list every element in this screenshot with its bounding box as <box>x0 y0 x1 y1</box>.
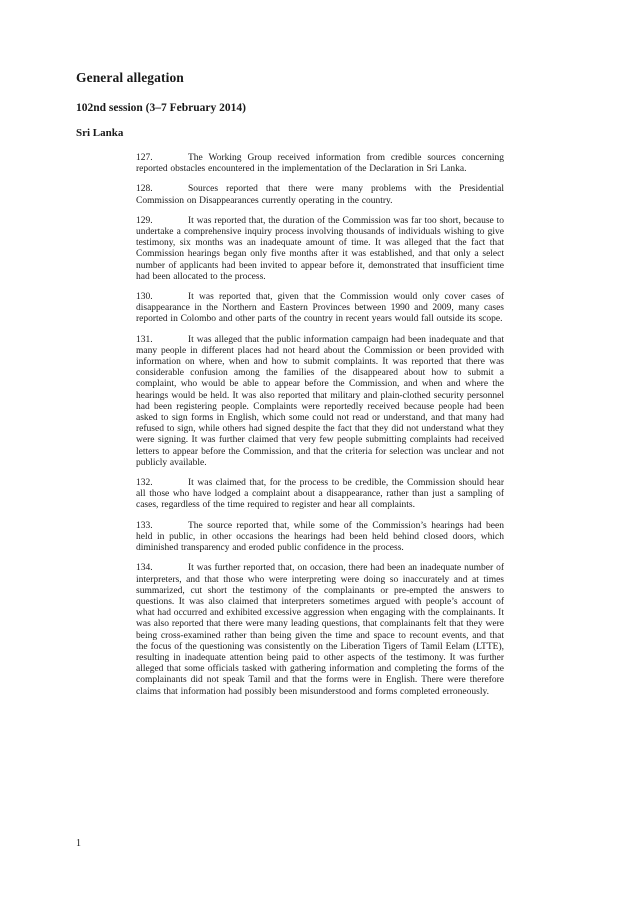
paragraph-text: Sources reported that there were many problems with the Presidential Commission on Disappearances currently operating in the country. <box>136 184 504 206</box>
paragraph-number: 133. <box>136 520 153 531</box>
session-heading: 102nd session (3–7 February 2014) <box>76 102 246 114</box>
paragraph <box>136 292 504 326</box>
page-title: General allegation <box>76 70 184 85</box>
paragraph-number: 130. <box>136 292 153 303</box>
paragraph <box>136 335 504 469</box>
page-number: 1 <box>76 838 81 849</box>
paragraph-text: The source reported that, while some of the Commission’s hearings had been held in public, in other occasions the hearings had been held behind closed doors, which diminished transparency and eroded public confidence in the process. <box>136 520 504 554</box>
paragraph-text: It was reported that, the duration of the Commission was far too short, because to undertake a comprehensive inquiry process involving thousands of individuals wishing to give testimony, six months was an inadequate amount of time. It was alleged that the fact that Commission hearings began only five months after it was established, and that only a select number of applicants had been invited to appear before it, demonstrated that insufficient time had been allocated to the process. <box>136 215 504 282</box>
paragraph-number: 131. <box>136 334 153 345</box>
paragraph-list <box>136 153 504 698</box>
paragraph <box>136 153 504 175</box>
paragraph <box>136 184 504 206</box>
paragraph <box>136 521 504 555</box>
paragraph <box>136 216 504 283</box>
paragraph-number: 127. <box>136 153 153 163</box>
paragraph <box>136 478 504 512</box>
paragraph-number: 128. <box>136 184 153 195</box>
paragraph-number: 132. <box>136 478 153 489</box>
paragraph-text: It was further reported that, on occasion, there had been an inadequate number of interpreters, and that those who were interpreting were doing so inaccurately and at times summarized, cut short the testimony of the complainants or pre-empted the answers to questions. It was also claimed that interpreters sometimes argued with people’s account of what had occurred and exhibited excessive aggression when engaging with the complainants. It was also reported that there were many leading questions, that complainants felt that they were being cross-examined rather than being given the time and space to recount events, and that the focus of the questioning was consistently on the Liberation Tigers of Tamil Eelam (LTTE), resulting in inadequate attention being paid to other aspects of the testimony. It was further alleged that some officials tasked with gathering information and completing the forms of the complainants did not speak Tamil and that the forms were in English. There were therefore claims that information had possibly been misunderstood and forms completed erroneously. <box>136 563 504 697</box>
paragraph-text: It was alleged that the public information campaign had been inadequate and that many people in different places had not heard about the Commission or been provided with information on where, when and how to submit complaints. It was reported that there was considerable confusion among the families of the disappeared about how to submit a complaint, who would be able to appear before the Commission, and when and where the hearings would be held. It was also reported that military and plain-clothed security personnel had been registering people. Complaints were reportedly received because people had been asked to sign forms in English, which some could not read or understand, and that many had refused to sign, while others had signed despite the fact that they did not understand what they were signing. It was further claimed that very few people submitting complaints had received letters to appear before the Commission, and that the criteria for selection was unclear and not publicly available. <box>136 334 504 468</box>
paragraph-number: 134. <box>136 563 153 574</box>
paragraph-text: The Working Group received information from credible sources concerning reported obstacles encountered in the implementation of the Declaration in Sri Lanka. <box>136 153 504 175</box>
paragraph-text: It was claimed that, for the process to be credible, the Commission should hear all those who have lodged a complaint about a disappearance, rather than just a sampling of cases, regardless of the time required to register and hear all complaints. <box>136 478 504 511</box>
country-heading: Sri Lanka <box>76 127 124 139</box>
paragraph <box>136 563 504 697</box>
paragraph-number: 129. <box>136 215 153 226</box>
paragraph-text: It was reported that, given that the Commission would only cover cases of disappearance in the Northern and Eastern Provinces between 1990 and 2009, many cases reported in Colombo and other parts of the country in recent years would fall outside its scope. <box>136 292 504 325</box>
